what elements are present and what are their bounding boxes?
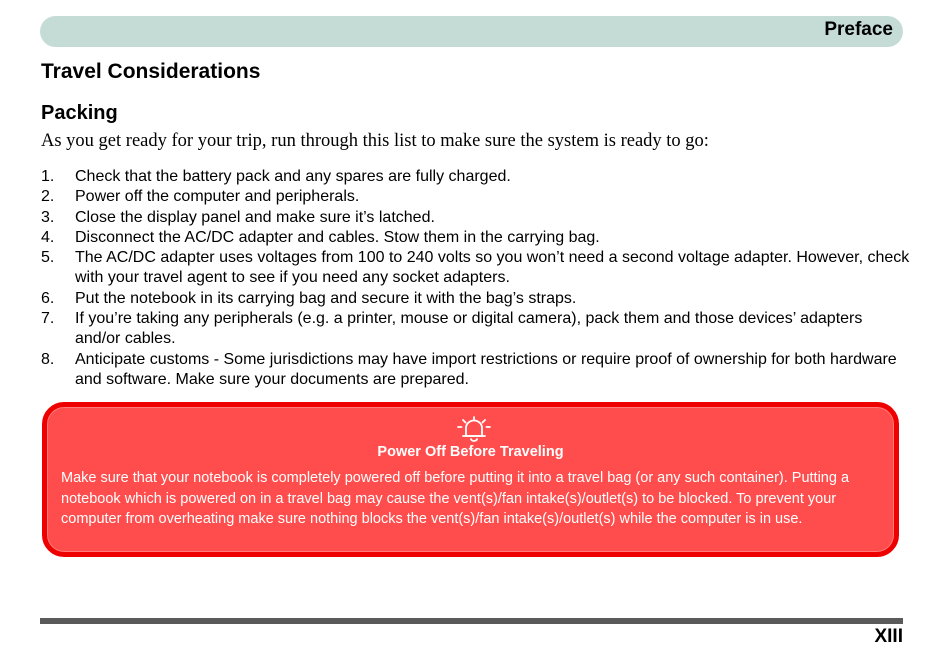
list-item-text: Power off the computer and peripherals. <box>75 188 360 206</box>
page-number: XIII <box>874 626 903 647</box>
intro-paragraph: As you get ready for your trip, run through this list to make sure the system is ready to go: <box>41 131 709 151</box>
list-item-number: 5. <box>41 249 55 267</box>
list-item-text: Anticipate customs - Some jurisdictions may have import restrictions or require proof of ownership for both hardware and software. Make sure your documents are prepared. <box>75 350 897 388</box>
list-item <box>41 167 911 187</box>
alarm-bell-icon <box>455 415 493 443</box>
list-item <box>41 350 911 391</box>
warning-box <box>42 402 899 557</box>
list-item-number: 3. <box>41 208 55 226</box>
list-item-number: 8. <box>41 350 55 368</box>
list-item-text: Put the notebook in its carrying bag and secure it with the bag’s straps. <box>75 289 577 307</box>
list-item <box>41 309 911 350</box>
warning-title: Power Off Before Traveling <box>377 444 564 460</box>
section-heading: Packing <box>41 102 118 124</box>
list-item-text: Check that the battery pack and any spares are fully charged. <box>75 168 511 185</box>
list-item-number: 1. <box>41 168 55 185</box>
list-item-text: If you’re taking any peripherals (e.g. a printer, mouse or digital camera), pack them and those devices’ adapters and/or cables. <box>75 310 863 348</box>
list-item <box>41 208 911 228</box>
list-item <box>41 187 911 207</box>
section-title: Preface <box>824 19 893 40</box>
list-item-text: The AC/DC adapter uses voltages from 100 to 240 volts so you won’t need a second voltage adapter. However, check with your travel agent to see if you need any socket adapters. <box>75 249 910 287</box>
list-item-number: 6. <box>41 289 55 307</box>
list-item-text: Close the display panel and make sure it’s latched. <box>75 208 435 226</box>
list-item-text: Disconnect the AC/DC adapter and cables. Stow them in the carrying bag. <box>75 228 600 246</box>
footer-rule <box>40 618 903 624</box>
header-bar <box>40 16 903 47</box>
page-title: Travel Considerations <box>41 60 261 83</box>
list-item <box>41 289 911 309</box>
list-item-number: 7. <box>41 310 55 328</box>
list-item <box>41 228 911 248</box>
packing-checklist <box>41 167 911 390</box>
list-item <box>41 248 911 289</box>
list-item-number: 4. <box>41 228 55 246</box>
list-item-number: 2. <box>41 188 55 206</box>
warning-text: Make sure that your notebook is completely powered off before putting it into a travel bag (or any such container). Putting a notebook which is powered on in a travel bag may cause the vent(s)/fan intake(s)/outlet(s) to be blocked. To prevent your computer from overheating make sure nothing blocks the vent(s)/fan intake(s)/outlet(s) while the computer is in use. <box>61 470 850 527</box>
